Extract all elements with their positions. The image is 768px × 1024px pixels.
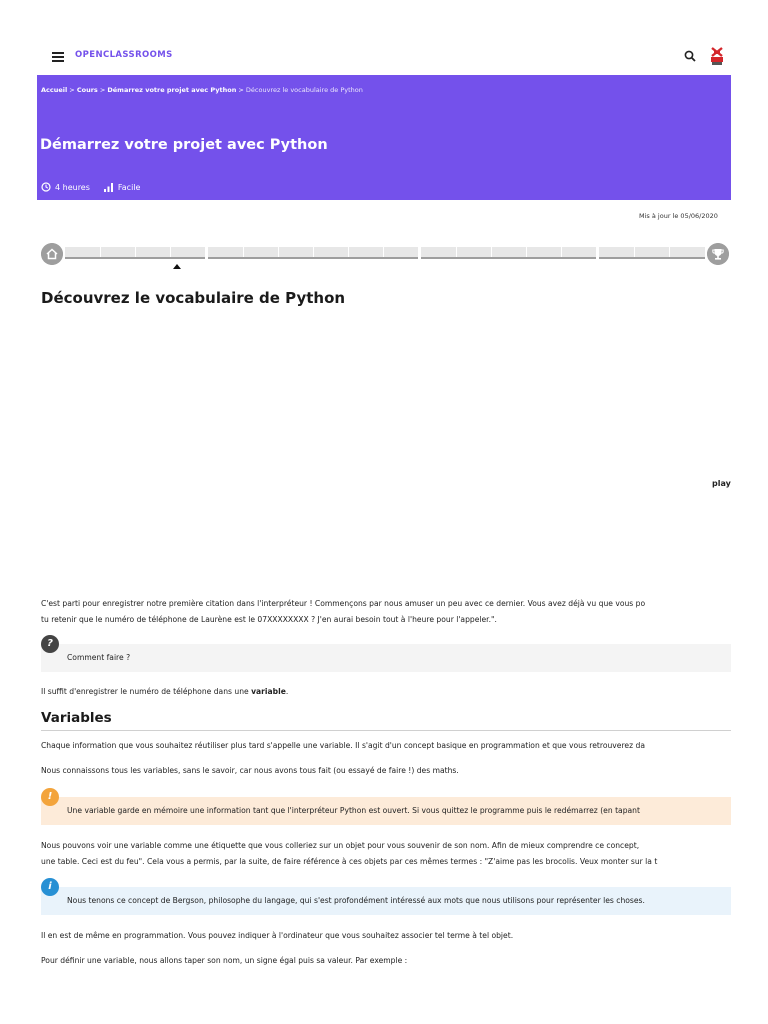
paragraph: Pour définir une variable, nous allons taper son nom, un signe égal puis sa valeur. Par exemple : <box>41 956 408 965</box>
breadcrumb-separator: > <box>97 86 108 94</box>
progress-part[interactable] <box>208 247 418 259</box>
course-duration: 4 heures <box>55 182 90 192</box>
home-icon[interactable] <box>41 243 63 265</box>
question-icon: ? <box>41 635 59 653</box>
paragraph: tu retenir que le numéro de téléphone de Laurène est le 07XXXXXXXX ? J'en aurai besoin tout à l'heure pour l'appeler.". <box>41 615 497 624</box>
warning-icon: ! <box>41 788 59 806</box>
course-hero <box>37 75 731 200</box>
progress-segments <box>65 247 705 259</box>
paragraph <box>41 686 731 698</box>
paragraph: Nous connaissons tous les variables, sans le savoir, car nous avons tous fait (ou essayé de faire !) des maths. <box>41 766 459 775</box>
user-avatar-icon[interactable] <box>708 45 726 67</box>
clock-icon <box>41 182 51 192</box>
section-divider <box>41 730 731 731</box>
section-title: Variables <box>41 710 112 726</box>
warning-callout <box>41 791 731 825</box>
breadcrumb-courses[interactable]: Cours <box>76 86 98 94</box>
breadcrumb-separator: > <box>236 86 246 94</box>
difficulty-icon <box>104 183 114 192</box>
paragraph-text: . <box>285 687 289 696</box>
info-callout <box>41 881 731 915</box>
question-callout <box>41 638 731 672</box>
breadcrumb-current: Découvrez le vocabulaire de Python <box>245 86 363 94</box>
paragraph: Chaque information que vous souhaitez réutiliser plus tard s'appelle une variable. Il s'agit d'un concept basique en programmation et que vous retrouverez da <box>41 741 645 750</box>
menu-icon[interactable] <box>52 52 64 61</box>
course-progress <box>41 243 729 267</box>
breadcrumb <box>41 86 363 94</box>
video-play-button[interactable]: play <box>712 479 731 488</box>
callout-text: Une variable garde en mémoire une information tant que l'interpréteur Python est ouvert. Si vous quittez le programme puis le redémarrez (en tapant <box>67 806 640 815</box>
breadcrumb-separator: > <box>67 86 77 94</box>
paragraph: C'est parti pour enregistrer notre première citation dans l'interpréteur ! Commençons par nous amuser un peu avec ce dernier. Vous avez déjà vu que vous po <box>41 599 646 608</box>
keyword: variable <box>251 687 286 696</box>
progress-part[interactable] <box>599 247 705 259</box>
paragraph-text: Il suffit d'enregistrer le numéro de téléphone dans une <box>41 687 252 696</box>
breadcrumb-home[interactable]: Accueil <box>41 86 68 94</box>
paragraph: Il en est de même en programmation. Vous pouvez indiquer à l'ordinateur que vous souhaitez associer tel terme à tel objet. <box>41 931 514 940</box>
top-bar <box>0 0 768 75</box>
callout-text: Comment faire ? <box>67 653 131 662</box>
course-difficulty: Facile <box>117 182 141 192</box>
search-icon[interactable] <box>684 50 696 62</box>
progress-part[interactable] <box>421 247 596 259</box>
callout-text: Nous tenons ce concept de Bergson, philosophe du langage, qui s'est profondément intéressé aux mots que nous utilisons pour représenter les choses. <box>67 896 645 905</box>
last-updated: Mis à jour le 05/06/2020 <box>639 212 718 220</box>
info-icon: i <box>41 878 59 896</box>
trophy-icon[interactable] <box>707 243 729 265</box>
breadcrumb-course[interactable]: Démarrez votre projet avec Python <box>107 86 237 94</box>
chapter-title: Découvrez le vocabulaire de Python <box>41 289 346 307</box>
paragraph: une table. Ceci est du feu". Cela vous a permis, par la suite, de faire référence à ces objets par ces mêmes termes : "Z'aime pas les brocolis. Veux monter sur la t <box>41 857 658 866</box>
progress-part[interactable] <box>65 247 205 259</box>
course-title: Démarrez votre projet avec Python <box>40 137 328 153</box>
logo[interactable]: OPENCLASSROOMS <box>75 50 173 60</box>
current-chapter-marker <box>173 264 181 269</box>
course-meta <box>41 182 140 192</box>
paragraph: Nous pouvons voir une variable comme une étiquette que vous colleriez sur un objet pour vous souvenir de son nom. Afin de mieux comprendre ce concept, <box>41 841 640 850</box>
